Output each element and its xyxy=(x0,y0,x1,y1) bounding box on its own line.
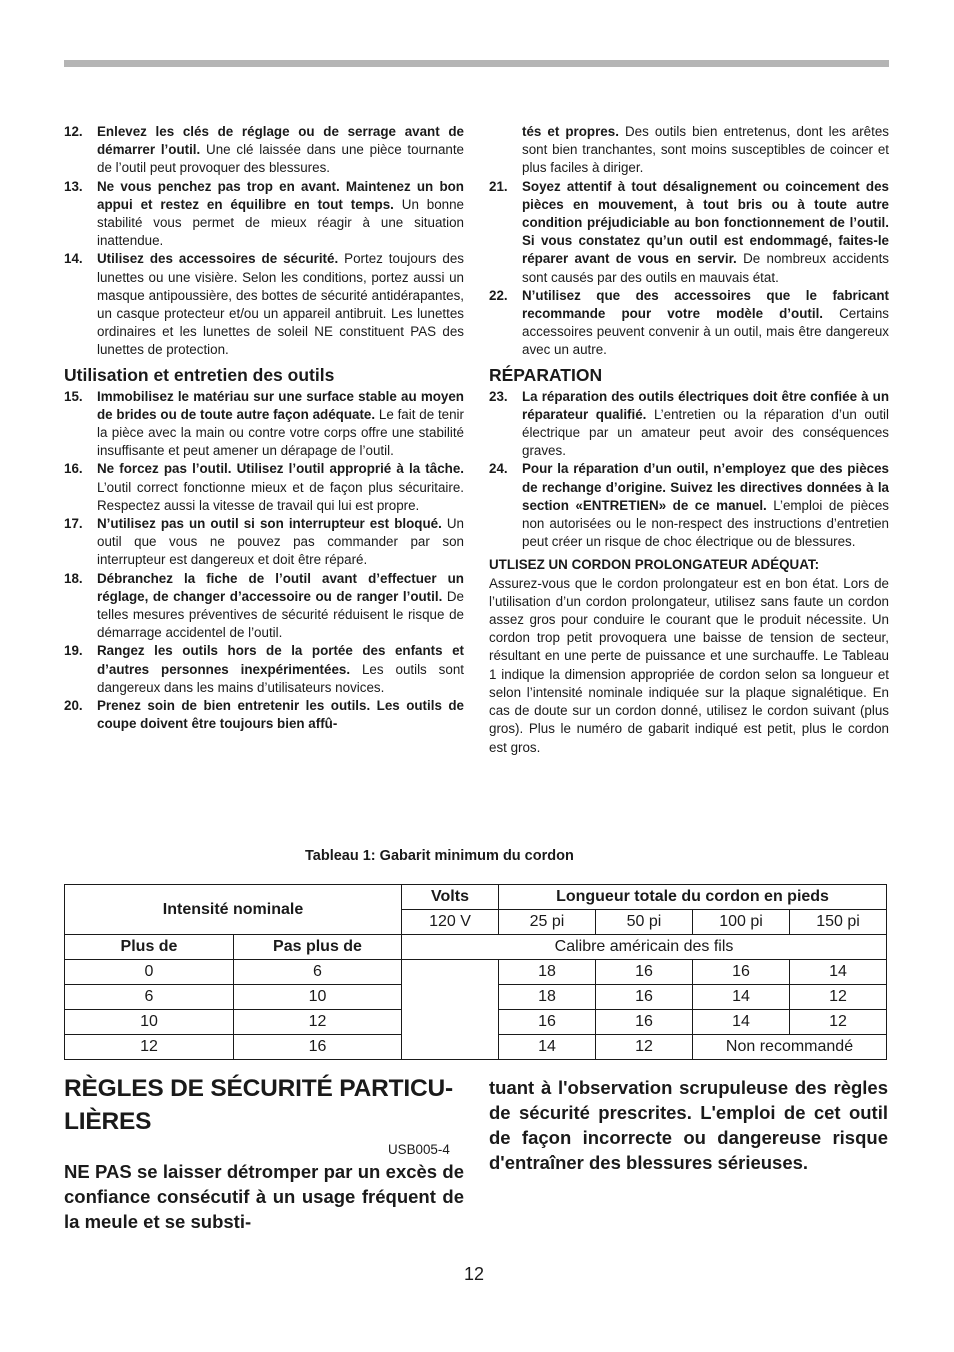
cell-plus: 10 xyxy=(65,1010,234,1035)
list-item xyxy=(489,178,889,287)
gauge-cell: 14 xyxy=(693,985,790,1010)
header-pas-plus-de: Pas plus de xyxy=(234,935,402,960)
item-number: 16. xyxy=(64,461,83,477)
gauge-cell: 12 xyxy=(790,1010,887,1035)
item-text: Les outils sont dangereux dans les mains d’utilisateurs novices. xyxy=(97,661,464,695)
item-number: 14. xyxy=(64,251,83,267)
left-column xyxy=(64,123,464,734)
list-item xyxy=(64,642,464,697)
length-cell: 25 pi xyxy=(499,910,596,935)
cell-plus: 12 xyxy=(65,1035,234,1060)
gauge-cell: 16 xyxy=(596,1010,693,1035)
table-header-row xyxy=(65,935,887,960)
item-text: L’outil correct fonctionne mieux et de façon plus sécuritaire. Respectez aussi la vitesse de travail qui lui est propre. xyxy=(97,479,464,513)
page-number: 12 xyxy=(464,1264,485,1284)
volt-value: 120 V xyxy=(402,910,499,935)
item-bold-text: Ne forcez pas l’outil. Utilisez l’outil approprié à la tâche. xyxy=(97,461,464,477)
extension-cord-paragraph xyxy=(489,556,889,756)
item-number: 21. xyxy=(489,178,508,194)
section-title: RÈGLES DE SÉCURITÉ PARTICU-LIÈRES xyxy=(64,1075,453,1135)
gauge-cell: 14 xyxy=(693,1010,790,1035)
gauge-cell: 12 xyxy=(596,1035,693,1060)
table-header-row xyxy=(65,885,887,910)
item-number: 12. xyxy=(64,124,83,139)
item-text: Le fait de tenir la pièce avec la main ou contre votre corps offre une stabilité insuffisante et peut amener un dérapage de l’outil. xyxy=(97,406,464,459)
item-text: Des outils bien entretenus, dont les arêtes sont bien tranchantes, sont moins susceptibles de coincer et plus faciles à diriger. xyxy=(522,124,889,176)
item-number: 24. xyxy=(489,461,508,477)
item-text: Une clé laissée dans une pièce tournante de l’outil peut provoquer des blessures. xyxy=(97,142,465,176)
length-cell: 150 pi xyxy=(790,910,887,935)
header-intensity: Intensité nominale xyxy=(65,885,402,935)
empty-volt-cell xyxy=(402,960,499,1060)
item-number: 23. xyxy=(489,388,508,404)
item-bold-text: N’utilisez pas un outil si son interrupteur est bloqué. xyxy=(97,516,442,532)
header-length: Longueur totale du cordon en pieds xyxy=(499,885,887,910)
gauge-cell: 16 xyxy=(596,960,693,985)
gauge-cell: 16 xyxy=(596,985,693,1010)
warning-text-left: NE PAS se laisser détromper par un excès de confiance consécutif à un usage fréquent de la meule et se substi- xyxy=(64,1161,464,1232)
cell-pas: 12 xyxy=(234,1010,402,1035)
item-bold-text: La réparation des outils électriques doit être confiée à un réparateur qualifié. xyxy=(522,388,889,422)
gauge-cell: 16 xyxy=(499,1010,596,1035)
gauge-cell: 14 xyxy=(499,1035,596,1060)
item-number: 22. xyxy=(489,287,508,303)
section-code: USB005-4 xyxy=(388,1142,450,1157)
item-number: 18. xyxy=(64,570,83,586)
item-text: De telles mesures préventives de sécurité réduisent le risque de démarrage accidentel de l’outil. xyxy=(97,588,465,641)
item-number: 13. xyxy=(64,178,83,194)
warning-text-right: tuant à l'observation scrupuleuse des règles de sécurité prescrites. L'emploi de cet outil de façon incorrecte ou dangereuse risque d'entraîner des blessures sérieuses. xyxy=(489,1077,888,1173)
list-item xyxy=(64,178,464,251)
item-number: 15. xyxy=(64,388,83,404)
cell-pas: 6 xyxy=(234,960,402,985)
item-number: 20. xyxy=(64,698,83,714)
item-bold-text: N’utilisez que des accessoires que le fabricant recommande pour votre modèle d’outil. xyxy=(522,287,889,322)
length-cell: 50 pi xyxy=(596,910,693,935)
gauge-cell: 18 xyxy=(499,960,596,985)
list-item xyxy=(64,697,464,733)
list-item xyxy=(64,123,464,178)
item-text: L’entretien ou la réparation d’un outil électrique par un amateur peut avoir des conséquences graves. xyxy=(522,406,889,459)
item-bold-text: Rangez les outils hors de la portée des enfants et d’autres personnes inexpérimentées. xyxy=(97,643,464,677)
length-cell: 100 pi xyxy=(693,910,790,935)
item-text: Un bonne stabilité vous permet de mieux réagir à une situation inattendue. xyxy=(97,196,464,249)
header-volts: Volts xyxy=(402,885,499,910)
item-bold-text: Pour la réparation d’un outil, n’employez que des pièces de rechange d’origine. Suivez les directives données à la section «ENTRETIEN» de ce manuel. xyxy=(522,461,889,513)
item-bold-text: Débranchez la fiche de l’outil avant d’effectuer un réglage, de changer d’accessoire ou de ranger l’outil. xyxy=(97,570,464,604)
list-item xyxy=(489,460,889,551)
list-item xyxy=(64,250,464,359)
cell-plus: 6 xyxy=(65,985,234,1010)
gauge-cell: 12 xyxy=(790,985,887,1010)
list-item xyxy=(64,460,464,515)
section-heading: Utilisation et entretien des outils xyxy=(64,364,335,385)
header-plus-de: Plus de xyxy=(65,935,234,960)
section-heading: RÉPARATION xyxy=(489,364,603,385)
list-item xyxy=(64,570,464,643)
item-text: L’emploi de pièces non autorisées ou le non-respect des instructions d’entretien peut créer un risque de choc électrique ou de blessures. xyxy=(522,497,889,550)
list-item xyxy=(489,287,889,360)
gauge-cell: 16 xyxy=(693,960,790,985)
item-text: Portez toujours des lunettes ou une visière. Selon les conditions, portez aussi un masque antipoussière, des bottes de sécurité antidérapantes, un casque protecteur et/ou un appareil antibruit. Les lunettes ordinaires et les lunettes de soleil NE constituent PAS des lunettes de protection. xyxy=(97,251,464,358)
item-bold-text: Soyez attentif à tout désalignement ou coincement des pièces en mouvement, à tout bris ou à toute autre condition préjudiciable au bon fonctionnement de l’outil. Si vous constatez qu’un outil est endommagé, faites-le réparer avant de vous en servir. xyxy=(522,178,889,267)
table-caption: Tableau 1: Gabarit minimum du cordon xyxy=(305,848,574,864)
item-bold-text: tés et propres. xyxy=(522,124,619,139)
gauge-cell: 14 xyxy=(790,960,887,985)
item-bold-text: Utilisez des accessoires de sécurité. xyxy=(97,251,339,267)
item-number: 17. xyxy=(64,516,83,532)
header-gauge: Calibre américain des fils xyxy=(402,935,887,960)
item-text: Un outil que vous ne pouvez pas commander par son interrupteur est dangereux et doit être réparé. xyxy=(97,516,464,568)
item-bold-text: Ne vous penchez pas trop en avant. Maintenez un bon appui et restez en équilibre en tout temps. xyxy=(97,178,464,212)
cell-pas: 16 xyxy=(234,1035,402,1060)
paragraph-text: Assurez-vous que le cordon prolongateur est en bon état. Lors de l’utilisation d’un cordon prolongateur, utilisez sans faute un cordon assez gros pour conduire le courant que le produit nécessite. Un cordon trop petit provoquera une baisse de tension de secteur, résultant en une perte de puissance et une surchauffe. Le Tableau 1 indique la dimension appropriée de cordon selon sa longueur et selon l’intensité nominale indiquée sur la plaque signalétique. En cas de doute sur un cordon donné, utilisez le cordon suivant (plus gros). Plus le numéro de gabarit indiqué est petit, plus le cordon est gros. xyxy=(489,575,889,755)
cord-gauge-table xyxy=(64,884,887,1060)
header-rule xyxy=(64,60,889,67)
gauge-cell: 18 xyxy=(499,985,596,1010)
table-row xyxy=(65,960,887,985)
cell-pas: 10 xyxy=(234,985,402,1010)
list-item xyxy=(64,388,464,461)
item-number: 19. xyxy=(64,643,83,659)
paragraph-title: UTLISEZ UN CORDON PROLONGATEUR ADÉQUAT: xyxy=(489,557,820,573)
cell-plus: 0 xyxy=(65,960,234,985)
list-item xyxy=(489,388,889,461)
right-column xyxy=(489,123,889,757)
gauge-cell-not-recommended: Non recommandé xyxy=(693,1035,887,1060)
list-item xyxy=(64,515,464,570)
item-bold-text: Immobilisez le matériau sur une surface stable au moyen de brides ou de toute autre façon adéquate. xyxy=(97,388,464,422)
item-text: Certains accessoires peuvent convenir à un outil, mais être dangereux avec un autre. xyxy=(522,306,889,358)
item-text: De nombreux accidents sont causés par des outils en mauvais état. xyxy=(522,251,889,285)
item-bold-text: Prenez soin de bien entretenir les outils. Les outils de coupe doivent être toujours bien affû- xyxy=(97,698,464,732)
item-bold-text: Enlevez les clés de réglage ou de serrage avant de démarrer l’outil. xyxy=(97,124,464,158)
list-item-continuation xyxy=(489,123,889,178)
